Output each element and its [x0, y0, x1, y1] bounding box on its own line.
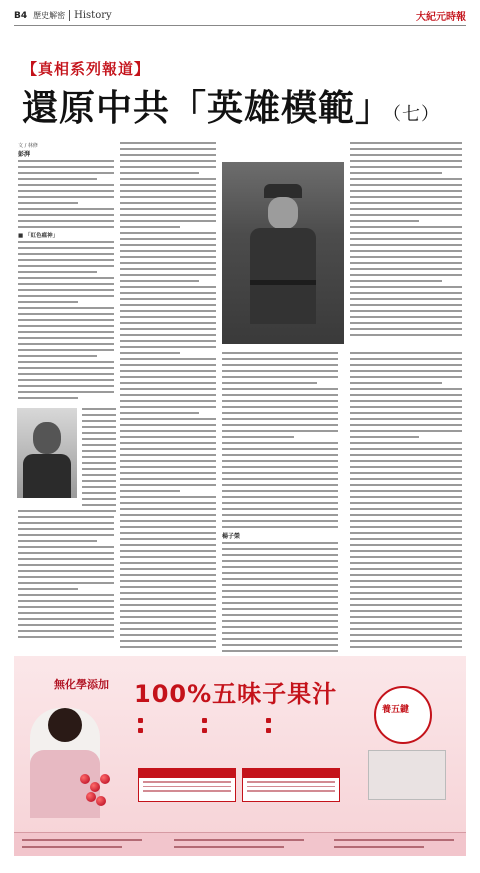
check-icon — [138, 718, 143, 723]
article-column-4-upper — [350, 142, 462, 342]
article-byline: 文 / 林修 — [18, 143, 38, 149]
check-icon — [266, 728, 271, 733]
ad-benefit-item — [202, 728, 254, 733]
article-column-3 — [222, 352, 338, 652]
ad-product-box-image — [368, 750, 446, 800]
section-subheading-red-plague: ■ 「紅色瘟神」 — [18, 233, 59, 239]
article-title-text: 還原中共「英雄模範」 — [22, 87, 393, 129]
ad-product-badge — [374, 686, 432, 744]
berry-decoration — [20, 704, 110, 804]
newspaper-logo: 大紀元時報 — [416, 12, 466, 23]
article-column-1-bottom — [18, 510, 114, 650]
ad-benefit-item — [202, 718, 254, 723]
page-header — [14, 6, 466, 26]
ad-info-box-right — [242, 768, 340, 802]
ad-info-box-left — [138, 768, 236, 802]
article-column-1 — [18, 142, 114, 402]
ad-benefit-item — [266, 728, 318, 733]
check-icon — [202, 728, 207, 733]
soldier-figure — [250, 184, 316, 324]
article-kicker: 【真相系列報道】 — [22, 60, 151, 78]
ad-main-title: 100%五味子果汁 — [134, 680, 338, 708]
section-heading-yangzirong: 楊子榮 — [222, 533, 241, 540]
ad-benefit-item — [138, 718, 190, 723]
ad-contact-footer — [14, 832, 466, 856]
ad-benefit-item — [138, 728, 190, 733]
check-icon — [266, 718, 271, 723]
article-photo-small — [17, 408, 77, 498]
section-heading-pengpai: 彭湃 — [18, 151, 31, 158]
check-icon — [138, 728, 143, 733]
article-photo-main — [222, 162, 344, 344]
section-divider — [69, 10, 70, 21]
advertisement-banner[interactable] — [14, 656, 466, 856]
ad-product-panel — [354, 670, 460, 810]
page-number: B4 — [14, 10, 28, 21]
article-title — [22, 80, 440, 131]
article-column-4-lower — [350, 352, 462, 652]
section-name-en: History — [74, 10, 112, 21]
ad-left-subtitle: 無化學添加 — [54, 678, 109, 691]
check-icon — [202, 718, 207, 723]
ad-product-name: 養五鍵 — [382, 705, 410, 715]
article-column-2 — [120, 142, 216, 650]
ad-benefit-item — [266, 718, 318, 723]
section-name: 歷史解密 — [33, 11, 66, 20]
article-title-suffix: （七） — [392, 104, 441, 125]
ad-benefits-list — [138, 718, 338, 738]
